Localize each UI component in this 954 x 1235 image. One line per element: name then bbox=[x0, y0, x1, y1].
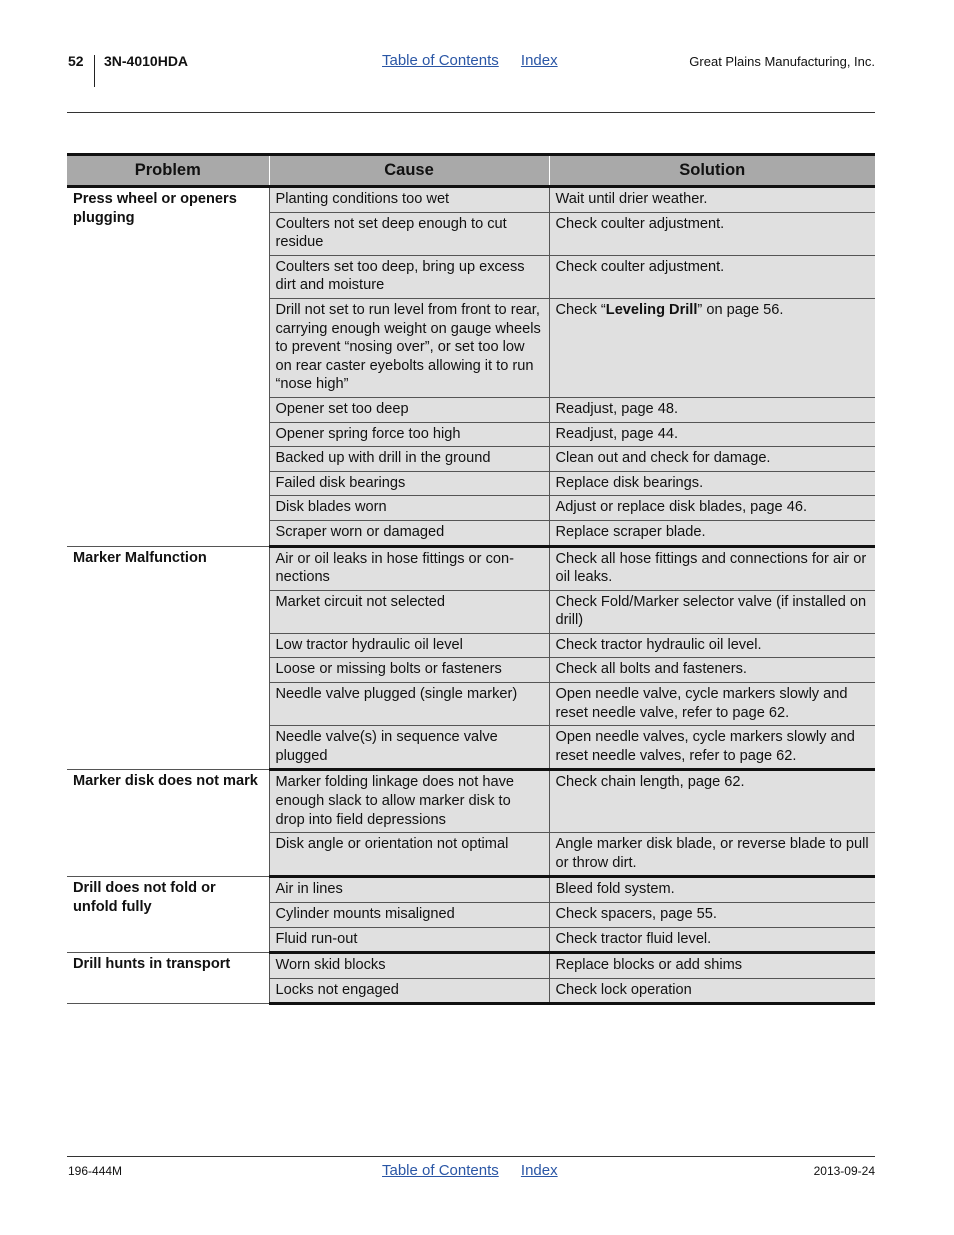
problem-cell: Press wheel or openers plugging bbox=[67, 187, 269, 547]
solution-cell: Check coulter adjustment. bbox=[549, 255, 875, 298]
solution-cell: Replace disk bearings. bbox=[549, 471, 875, 496]
cause-column-header: Cause bbox=[269, 155, 549, 187]
cause-cell: Coulters set too deep, bring up excess dirt and moisture bbox=[269, 255, 549, 298]
cause-cell: Disk blades worn bbox=[269, 496, 549, 521]
solution-cell: Readjust, page 48. bbox=[549, 397, 875, 422]
solution-cell: Readjust, page 44. bbox=[549, 422, 875, 447]
problem-cell: Marker disk does not mark bbox=[67, 770, 269, 877]
solution-cell: Wait until drier weather. bbox=[549, 187, 875, 213]
solution-cell: Open needle valves, cycle markers slowly and reset needle valves, refer to page 62. bbox=[549, 726, 875, 770]
cause-cell: Market circuit not selected bbox=[269, 590, 549, 633]
cause-cell: Fluid run-out bbox=[269, 927, 549, 953]
solution-cell: Check chain length, page 62. bbox=[549, 770, 875, 833]
solution-text: ” on page 56. bbox=[697, 301, 784, 318]
solution-cell: Check all bolts and fasteners. bbox=[549, 658, 875, 683]
solution-cell: Angle marker disk blade, or reverse blade to pull or throw dirt. bbox=[549, 833, 875, 877]
solution-cell: Check coulter adjustment. bbox=[549, 212, 875, 255]
header-nav bbox=[382, 52, 558, 69]
problem-cell: Drill hunts in transport bbox=[67, 953, 269, 1004]
problem-column-header: Problem bbox=[67, 155, 269, 187]
index-link[interactable]: Index bbox=[520, 1162, 558, 1179]
troubleshooting-table bbox=[67, 153, 875, 1005]
revision-date: 2013-09-24 bbox=[813, 1164, 875, 1178]
footer-rule bbox=[67, 1156, 875, 1157]
section-reference: Leveling Drill bbox=[605, 301, 698, 318]
document-number: 196-444M bbox=[68, 1164, 123, 1178]
cause-cell: Opener set too deep bbox=[269, 397, 549, 422]
solution-cell: Clean out and check for damage. bbox=[549, 447, 875, 472]
table-row bbox=[67, 546, 875, 590]
solution-cell: Check tractor hydraulic oil level. bbox=[549, 633, 875, 658]
cause-cell: Backed up with drill in the ground bbox=[269, 447, 549, 472]
cause-cell: Low tractor hydraulic oil level bbox=[269, 633, 549, 658]
solution-cell: Check lock operation bbox=[549, 978, 875, 1004]
cause-cell: Disk angle or orientation not optimal bbox=[269, 833, 549, 877]
solution-cell: Bleed fold system. bbox=[549, 877, 875, 903]
cause-cell: Marker folding linkage does not have enough slack to allow marker disk to drop into field depressions bbox=[269, 770, 549, 833]
solution-column-header: Solution bbox=[549, 155, 875, 187]
cause-cell: Air or oil leaks in hose fittings or con-nections bbox=[269, 546, 549, 590]
solution-cell: Replace blocks or add shims bbox=[549, 953, 875, 979]
cause-cell: Loose or missing bolts or fasteners bbox=[269, 658, 549, 683]
solution-cell: Check Fold/Marker selector valve (if installed on drill) bbox=[549, 590, 875, 633]
footer-nav bbox=[382, 1162, 558, 1179]
cause-cell: Cylinder mounts misaligned bbox=[269, 903, 549, 928]
cause-cell: Failed disk bearings bbox=[269, 471, 549, 496]
index-link[interactable]: Index bbox=[520, 52, 558, 69]
solution-cell: Replace scraper blade. bbox=[549, 520, 875, 546]
solution-cell: Check spacers, page 55. bbox=[549, 903, 875, 928]
page-number: 52 bbox=[68, 53, 84, 69]
table-row bbox=[67, 877, 875, 903]
cause-cell: Opener spring force too high bbox=[269, 422, 549, 447]
cause-cell: Planting conditions too wet bbox=[269, 187, 549, 213]
company-name: Great Plains Manufacturing, Inc. bbox=[689, 54, 875, 69]
cause-cell: Needle valve plugged (single marker) bbox=[269, 683, 549, 726]
table-of-contents-link[interactable]: Table of Contents bbox=[382, 52, 499, 69]
cause-cell: Worn skid blocks bbox=[269, 953, 549, 979]
solution-text: Check “ bbox=[555, 301, 606, 318]
model-number: 3N-4010HDA bbox=[104, 53, 189, 69]
problem-cell: Drill does not fold or unfold fully bbox=[67, 877, 269, 953]
table-row bbox=[67, 953, 875, 979]
solution-cell: Open needle valve, cycle markers slowly and reset needle valve, refer to page 62. bbox=[549, 683, 875, 726]
cause-cell: Locks not engaged bbox=[269, 978, 549, 1004]
problem-cell: Marker Malfunction bbox=[67, 546, 269, 770]
solution-cell: Adjust or replace disk blades, page 46. bbox=[549, 496, 875, 521]
cause-cell: Coulters not set deep enough to cut residue bbox=[269, 212, 549, 255]
cause-cell: Scraper worn or damaged bbox=[269, 520, 549, 546]
cause-cell: Air in lines bbox=[269, 877, 549, 903]
cause-cell: Needle valve(s) in sequence valve plugged bbox=[269, 726, 549, 770]
solution-cell: Check tractor fluid level. bbox=[549, 927, 875, 953]
table-row bbox=[67, 187, 875, 213]
table-row bbox=[67, 770, 875, 833]
table-header-row bbox=[67, 155, 875, 187]
solution-cell: Check all hose fittings and connections for air or oil leaks. bbox=[549, 546, 875, 590]
solution-cell bbox=[549, 298, 875, 397]
header-rule bbox=[67, 112, 875, 113]
header-divider bbox=[94, 55, 95, 87]
table-of-contents-link[interactable]: Table of Contents bbox=[382, 1162, 499, 1179]
cause-cell: Drill not set to run level from front to rear, carrying enough weight on gauge wheels to prevent “nosing over”, or set too low on rear caster eyebolts allowing it to run “nose high” bbox=[269, 298, 549, 397]
